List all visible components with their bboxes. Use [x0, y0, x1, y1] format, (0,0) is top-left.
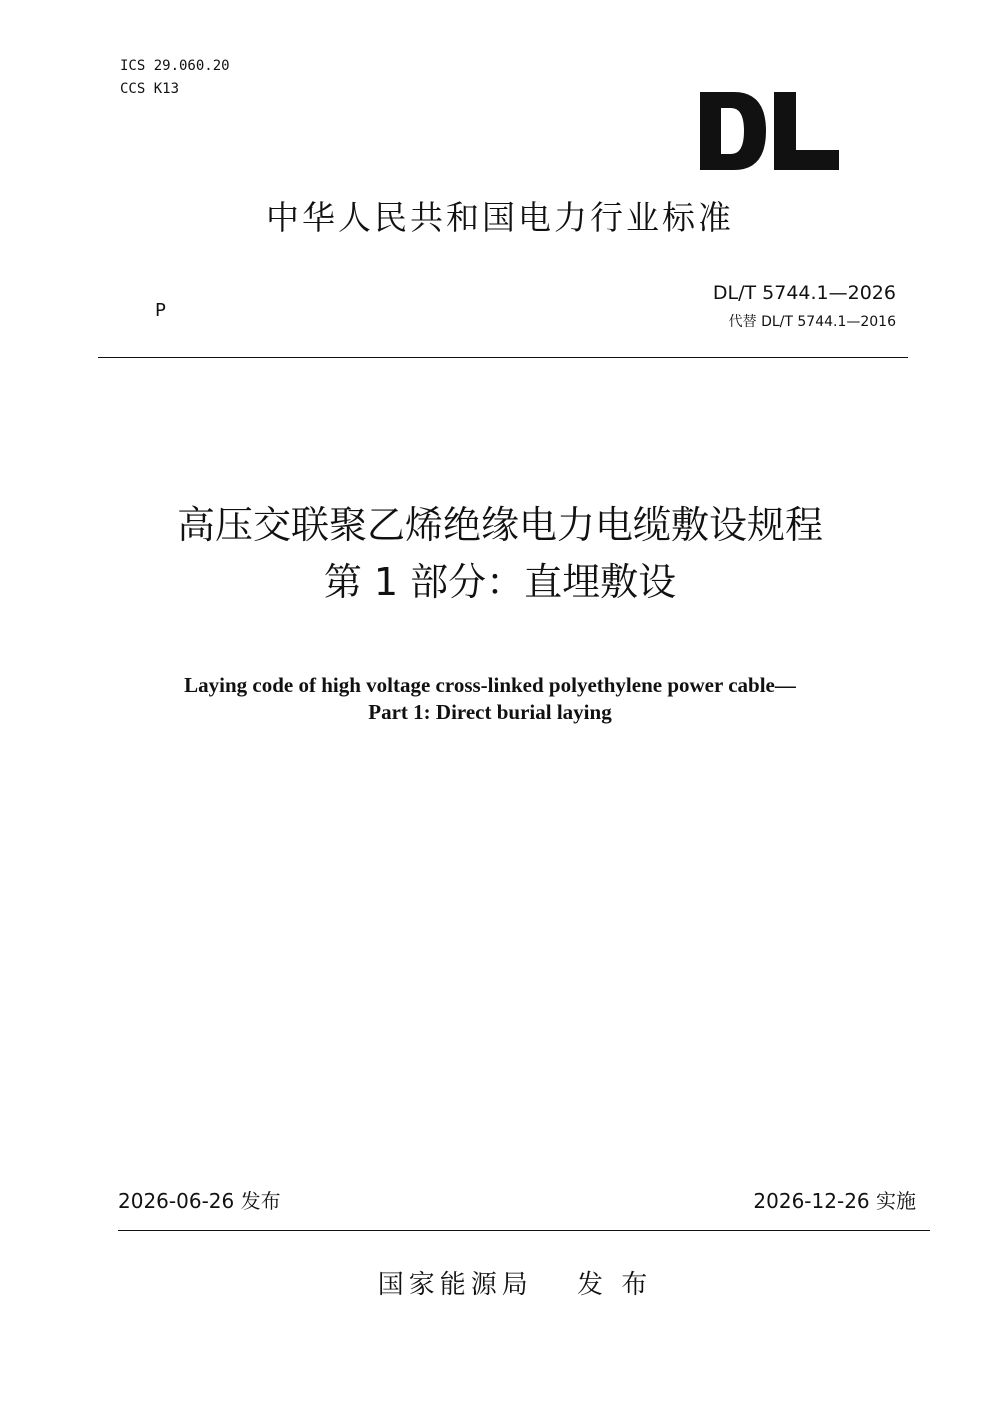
replaces-standard: 代替 DL/T 5744.1—2016	[728, 314, 896, 330]
title-en-line1: Laying code of high voltage cross-linked polyethylene power cable—	[184, 673, 796, 697]
title-en-line2: Part 1: Direct burial laying	[368, 700, 612, 724]
ics-code: ICS 29.060.20	[120, 58, 230, 74]
issue-date: 2026-06-26 发布	[118, 1189, 281, 1213]
standard-number: DL/T 5744.1—2026	[712, 282, 896, 304]
category-letter: P	[155, 300, 166, 321]
publisher: 国家能源局 发 布	[377, 1270, 653, 1300]
footer-divider	[118, 1230, 930, 1231]
dl-logo	[700, 92, 840, 170]
ministry-title: 中华人民共和国电力行业标准	[266, 198, 734, 237]
header-divider	[98, 357, 908, 358]
implementation-date: 2026-12-26 实施	[753, 1189, 916, 1213]
ccs-code: CCS K13	[120, 81, 180, 97]
title-zh-line2: 第 1 部分：直埋敷设	[323, 560, 677, 604]
title-zh-line1: 高压交联聚乙烯绝缘电力电缆敷设规程	[176, 503, 823, 547]
